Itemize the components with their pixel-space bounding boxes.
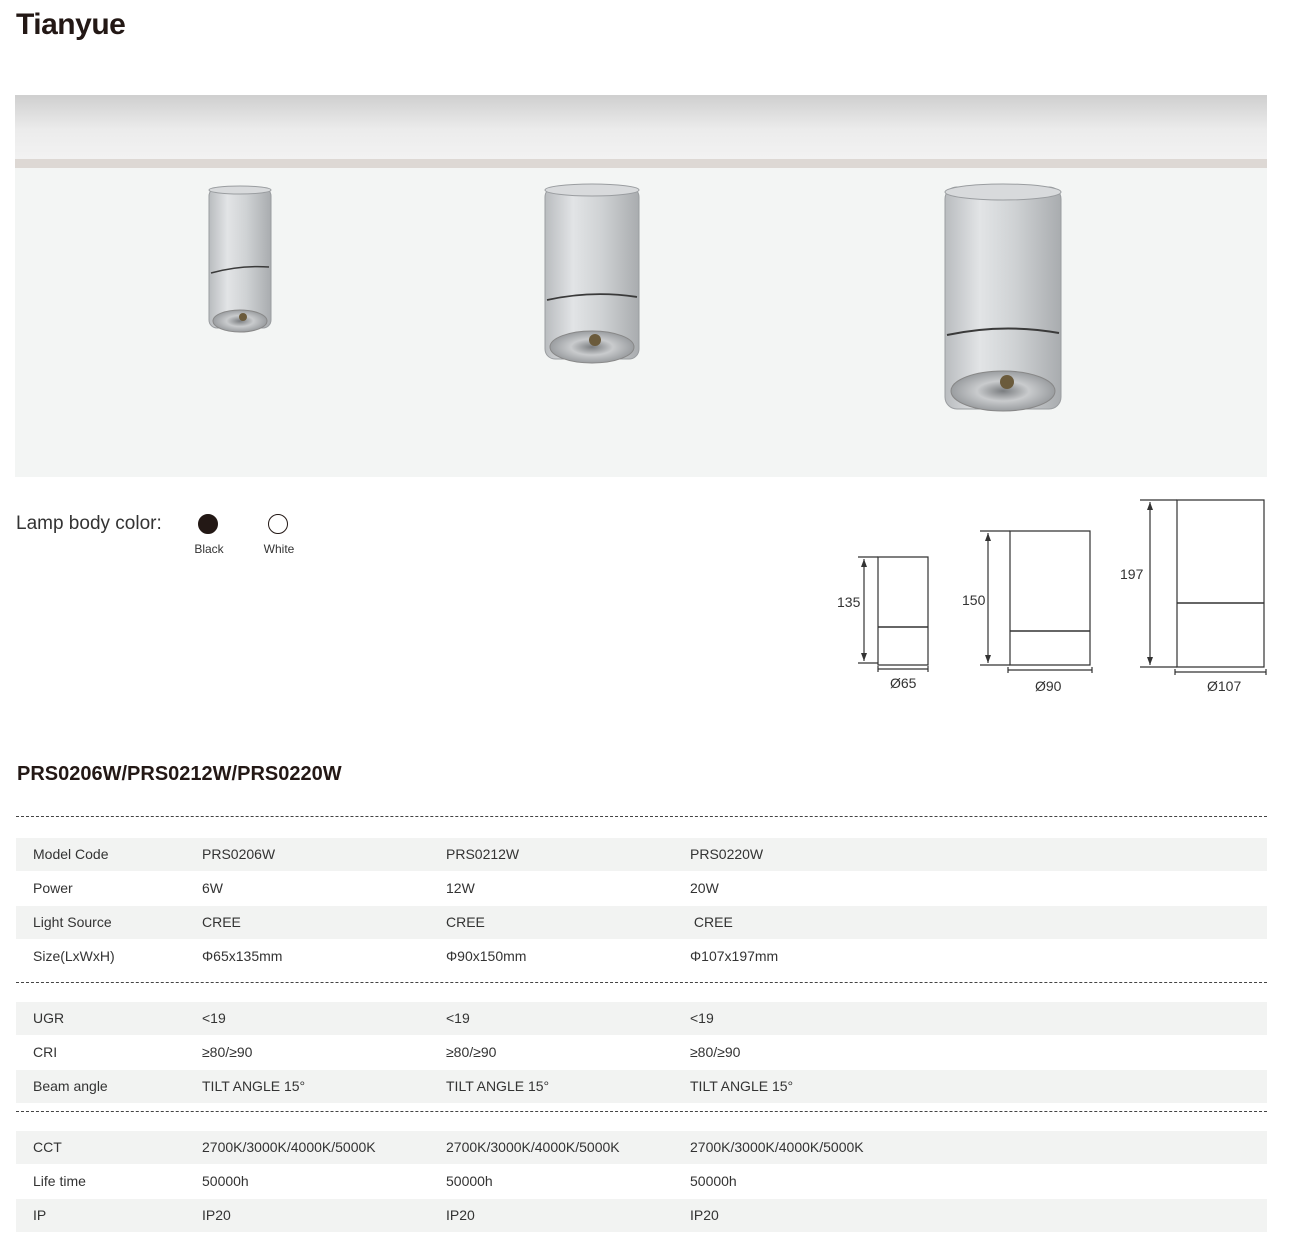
row-label: Light Source — [33, 914, 112, 930]
divider — [16, 1111, 1267, 1112]
cell: 50000h — [202, 1173, 249, 1189]
row-label: Life time — [33, 1173, 86, 1189]
large-diameter-label: Ø107 — [1207, 678, 1242, 694]
row-label: CRI — [33, 1044, 58, 1060]
cell: 50000h — [690, 1173, 737, 1189]
cell: <19 — [690, 1010, 714, 1026]
cell: 50000h — [446, 1173, 493, 1189]
cell: CREE — [202, 914, 241, 930]
cell: ≥80/≥90 — [202, 1044, 253, 1060]
lamp-small — [209, 186, 271, 332]
black-swatch-caption: Black — [194, 542, 224, 556]
medium-height-label: 150 — [962, 592, 986, 608]
row-label: Model Code — [33, 846, 109, 862]
table-row — [16, 906, 1267, 939]
cell: <19 — [446, 1010, 470, 1026]
cell: CREE — [690, 914, 733, 930]
table-row — [16, 1199, 1267, 1232]
cell: 6W — [202, 880, 223, 896]
cell: Φ107x197mm — [690, 948, 779, 964]
black-color-swatch[interactable] — [198, 514, 218, 534]
cell: ≥80/≥90 — [446, 1044, 497, 1060]
cell: 2700K/3000K/4000K/5000K — [446, 1139, 620, 1155]
white-color-swatch[interactable] — [268, 514, 288, 534]
cell: IP20 — [446, 1207, 475, 1223]
row-label: CCT — [33, 1139, 62, 1155]
cell: IP20 — [202, 1207, 231, 1223]
lamp-large — [945, 184, 1061, 411]
row-label: Power — [33, 880, 73, 896]
cell: Φ90x150mm — [446, 948, 527, 964]
divider — [16, 816, 1267, 817]
dimension-drawings — [820, 490, 1280, 705]
row-label: Beam angle — [33, 1078, 108, 1094]
cell: <19 — [202, 1010, 226, 1026]
cell: TILT ANGLE 15° — [690, 1078, 794, 1094]
cell: 2700K/3000K/4000K/5000K — [690, 1139, 864, 1155]
cell: PRS0220W — [690, 846, 764, 862]
cell: 2700K/3000K/4000K/5000K — [202, 1139, 376, 1155]
row-label: IP — [33, 1207, 47, 1223]
medium-diameter-label: Ø90 — [1035, 678, 1062, 694]
cell: IP20 — [690, 1207, 719, 1223]
table-row — [16, 1002, 1267, 1035]
white-swatch-caption: White — [263, 542, 295, 556]
cell: TILT ANGLE 15° — [202, 1078, 306, 1094]
product-hero-image — [15, 95, 1267, 477]
cell: PRS0206W — [202, 846, 276, 862]
table-row — [16, 1165, 1267, 1198]
color-label: Lamp body color: — [16, 513, 162, 534]
cell: TILT ANGLE 15° — [446, 1078, 550, 1094]
large-height-label: 197 — [1120, 566, 1144, 582]
table-row — [16, 1036, 1267, 1069]
table-row — [16, 940, 1267, 973]
row-label: UGR — [33, 1010, 65, 1026]
table-row — [16, 838, 1267, 871]
divider — [16, 982, 1267, 983]
cell: 20W — [690, 880, 719, 896]
cell: Φ65x135mm — [202, 948, 283, 964]
small-height-label: 135 — [837, 594, 861, 610]
brand-title: Tianyue — [16, 8, 126, 41]
lamp-medium — [545, 184, 639, 363]
cell: PRS0212W — [446, 846, 520, 862]
row-label: Size(LxWxH) — [33, 948, 115, 964]
table-row — [16, 1131, 1267, 1164]
model-title: PRS0206W/PRS0212W/PRS0220W — [17, 763, 342, 785]
cell: CREE — [446, 914, 485, 930]
cell: 12W — [446, 880, 475, 896]
table-row — [16, 1070, 1267, 1103]
table-row — [16, 872, 1267, 905]
small-diameter-label: Ø65 — [890, 675, 917, 691]
cell: ≥80/≥90 — [690, 1044, 741, 1060]
